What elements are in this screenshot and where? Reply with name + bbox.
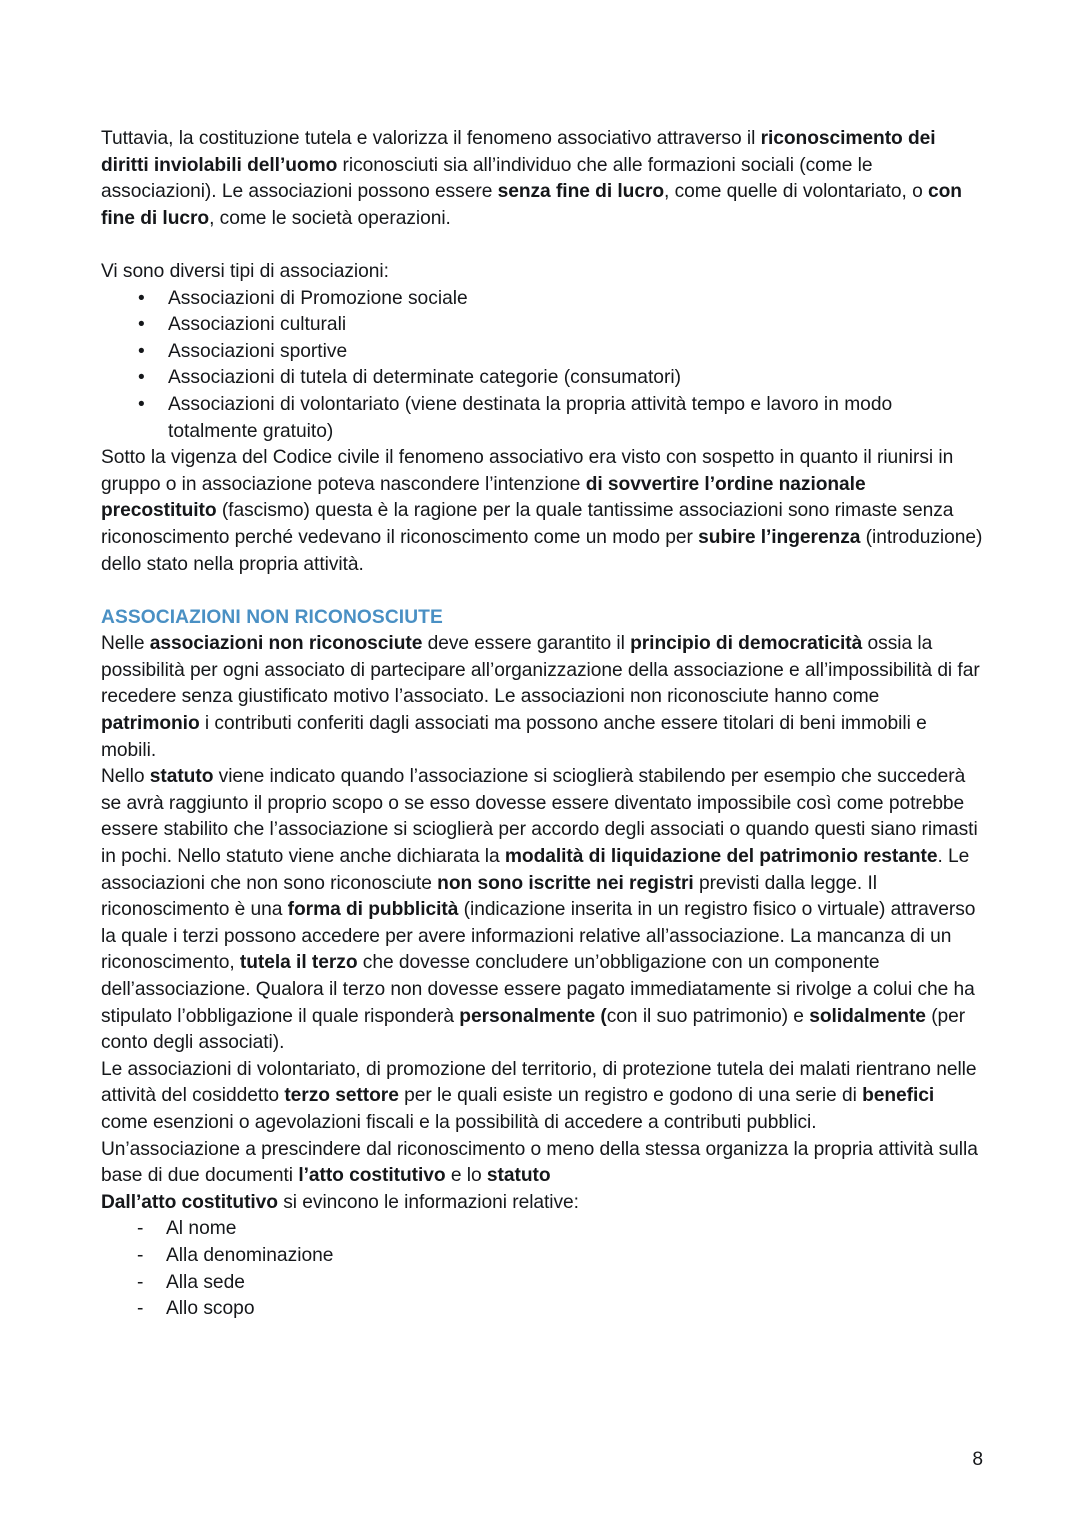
paragraph-dall-atto-costitutivo bbox=[101, 1190, 983, 1217]
text-run: Le associazioni di volontariato, di promozione del territorio, di protezione tutela dei malati rientrano nelle attività del cosiddetto bbox=[101, 1058, 977, 1107]
text-run: con il suo patrimonio) e bbox=[606, 1005, 810, 1027]
list-item bbox=[101, 339, 983, 366]
text-run: Nello bbox=[101, 766, 150, 788]
bullet-icon: • bbox=[138, 314, 145, 336]
list-item-label: Associazioni culturali bbox=[168, 314, 347, 336]
paragraph-codice-civile bbox=[101, 445, 983, 578]
text-run-bold: patrimonio bbox=[101, 713, 200, 735]
list-item bbox=[101, 1243, 983, 1270]
list-item bbox=[101, 312, 983, 339]
text-run: , come quelle di volontariato, o bbox=[664, 181, 928, 203]
list-item bbox=[101, 1270, 983, 1297]
text-run: ossia la possibilità per ogni associato di partecipare all’organizzazione della associazione e all’impossibilità di far recedere senza giustificato motivo l’associato. Le associazioni non riconosciute hanno come bbox=[101, 633, 980, 708]
text-run: (per conto degli associati). bbox=[101, 1005, 966, 1054]
list-item-label: Allo scopo bbox=[166, 1298, 255, 1320]
paragraph-costituzione-tutela bbox=[101, 126, 983, 232]
text-run-bold: statuto bbox=[486, 1165, 551, 1187]
list-item-label: Associazioni di Promozione sociale bbox=[168, 287, 468, 309]
list-item bbox=[101, 286, 983, 313]
text-run-bold: Dall’atto costitutivo bbox=[101, 1191, 278, 1213]
text-run-bold: subire l’ingerenza bbox=[698, 526, 861, 548]
paragraph-tipi-associazioni-intro bbox=[101, 259, 983, 286]
text-run-bold: non sono iscritte nei registri bbox=[437, 872, 694, 894]
text-run: come esenzioni o agevolazioni fiscali e la possibilità di accedere a contributi pubblici. bbox=[101, 1111, 817, 1133]
text-run: e lo bbox=[445, 1165, 487, 1187]
paragraph-spacer bbox=[101, 232, 983, 259]
section-heading-associazioni-non-riconosciute: ASSOCIAZIONI NON RICONOSCIUTE bbox=[101, 606, 443, 628]
paragraph-terzo-settore bbox=[101, 1057, 983, 1137]
list-item-label: Al nome bbox=[166, 1218, 237, 1240]
list-item-label: Associazioni sportive bbox=[168, 340, 348, 362]
text-run: Vi sono diversi tipi di associazioni: bbox=[101, 260, 389, 282]
paragraph-spacer bbox=[101, 578, 983, 605]
text-run: (indicazione inserita in un registro fisico o virtuale) attraverso la quale i terzi possono accedere per avere informazioni relative all’associazione. La mancanza di un riconoscimento, bbox=[101, 899, 976, 974]
text-run: Sotto la vigenza del Codice civile il fenomeno associativo era visto con sospetto in quanto il riunirsi in gruppo o in associazione poteva nascondere l’intenzione bbox=[101, 447, 954, 495]
list-item-label: Associazioni di volontariato (viene destinata la propria attività tempo e lavoro in modo totalmente gratuito) bbox=[168, 393, 893, 442]
text-run: Tuttavia, la costituzione tutela e valorizza il fenomeno associativo attraverso il bbox=[101, 128, 761, 149]
list-item bbox=[101, 1296, 983, 1323]
list-item bbox=[101, 392, 983, 445]
text-run: . Le associazioni che non sono riconosciute bbox=[101, 846, 970, 894]
paragraph-statuto bbox=[101, 764, 983, 1057]
text-run-bold: forma di pubblicità bbox=[287, 899, 459, 921]
page-number: 8 bbox=[972, 1449, 983, 1470]
text-run-bold: di sovvertire l’ordine nazionale precostituito bbox=[101, 473, 866, 522]
text-run-bold: con fine di lucro bbox=[101, 181, 962, 229]
bullet-icon: • bbox=[138, 340, 145, 362]
text-run: Nelle bbox=[101, 633, 150, 655]
text-run: deve essere garantito il bbox=[422, 633, 631, 655]
document-body bbox=[101, 126, 983, 1323]
paragraph-principio-democraticita bbox=[101, 631, 983, 764]
text-run-bold: terzo settore bbox=[284, 1085, 399, 1107]
text-run-bold: statuto bbox=[149, 766, 214, 788]
text-run-bold: riconoscimento dei diritti inviolabili dell’uomo bbox=[101, 128, 936, 176]
list-item-label: Associazioni di tutela di determinate categorie (consumatori) bbox=[168, 367, 681, 389]
text-run-bold: solidalmente bbox=[809, 1005, 926, 1027]
list-item-label: Alla denominazione bbox=[166, 1244, 334, 1266]
text-run: si evincono le informazioni relative: bbox=[277, 1191, 579, 1213]
bullet-icon: • bbox=[138, 367, 145, 389]
text-run-bold: tutela il terzo bbox=[239, 952, 358, 974]
text-run-bold: principio di democraticità bbox=[630, 633, 863, 655]
text-run: riconosciuti sia all’individuo che alle formazioni sociali (come le associazioni). Le associazioni possono essere bbox=[101, 154, 873, 203]
text-run: (introduzione) dello stato nella propria attività. bbox=[101, 526, 983, 575]
text-run: (fascismo) questa è la ragione per la quale tantissime associazioni sono rimaste senza riconoscimento perché vedevano il riconoscimento come un modo per bbox=[101, 500, 954, 548]
text-run: Un’associazione a prescindere dal riconoscimento o meno della stessa organizza la propria attività sulla base di due documenti bbox=[101, 1138, 978, 1187]
list-item-label: Alla sede bbox=[166, 1271, 245, 1293]
bullet-icon: • bbox=[138, 287, 145, 309]
list-item bbox=[101, 365, 983, 392]
text-run: per le quali esiste un registro e godono di una serie di bbox=[398, 1085, 863, 1107]
text-run-bold: senza fine di lucro bbox=[497, 181, 665, 203]
text-run-bold: personalmente ( bbox=[459, 1005, 607, 1027]
text-run: , come le società operazioni. bbox=[209, 207, 451, 229]
text-run: viene indicato quando l’associazione si scioglierà stabilendo per esempio che succederà se avrà raggiunto il proprio scopo o se esso dovesse essere diventato impossibile così come potrebbe essere stabilito che l’associazione si scioglierà per accordo degli associati o quando questi siano rimasti in pochi. Nello statuto viene anche dichiarata la bbox=[101, 766, 978, 868]
text-run-bold: l’atto costitutivo bbox=[298, 1165, 446, 1187]
paragraph-atto-costitutivo-statuto bbox=[101, 1137, 983, 1190]
text-run-bold: associazioni non riconosciute bbox=[149, 633, 423, 655]
dash-icon: - bbox=[137, 1298, 144, 1320]
atto-costitutivo-info-list bbox=[101, 1216, 983, 1322]
text-run-bold: modalità di liquidazione del patrimonio restante bbox=[504, 846, 938, 868]
dash-icon: - bbox=[137, 1271, 144, 1293]
list-item bbox=[101, 1216, 983, 1243]
associazioni-types-list bbox=[101, 286, 983, 446]
bullet-icon: • bbox=[138, 393, 145, 415]
text-run: previsti dalla legge. Il riconoscimento è una bbox=[101, 872, 877, 921]
text-run-bold: benefici bbox=[862, 1085, 935, 1107]
text-run: i contributi conferiti dagli associati ma possono anche essere titolari di beni immobili e mobili. bbox=[101, 713, 927, 761]
dash-icon: - bbox=[137, 1218, 144, 1240]
text-run: che dovesse concludere un’obbligazione con un componente dell’associazione. Qualora il terzo non dovesse essere pagato immediatamente si rivolge a colui che ha stipulato l’obbligazione il quale risponderà bbox=[101, 952, 975, 1027]
dash-icon: - bbox=[137, 1244, 144, 1266]
